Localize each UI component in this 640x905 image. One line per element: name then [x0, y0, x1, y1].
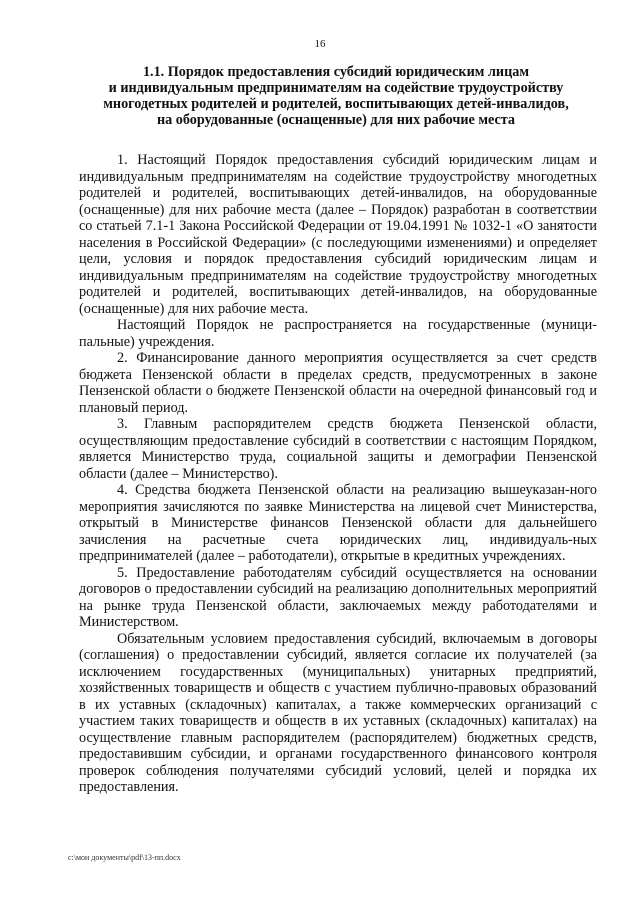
file-path-footer: c:\мои документы\pdf\13-пп.docx [68, 853, 181, 862]
paragraph-1: 1. Настоящий Порядок предоставления субсидий юридическим лицам и индивидуальным предпринимателям на содействие трудоустройству многодетных родителей и родителей, воспитывающих детей-инвалидов, на оборудованные (оснащенные) для них рабочие места (далее – Порядок) разработан в соответствии со статьей 7.1-1 Закона Российской Федерации от 19.04.1991 № 1032-1 «О занятости населения в Российской Федерации» (с последующими изменениями) и определяет цели, условия и порядок предоставления субсидий юридическим лицам и индивидуальным предпринимателям на содействие трудоустройству многодетных родителей и родителей, воспитывающих детей-инвалидов, на оборудованные (оснащенные) для них рабочие места. [79, 152, 597, 317]
paragraph-5: 5. Предоставление работодателям субсидий осуществляется на основании договоров о предоставлении субсидий на реализацию дополнительных мероприятий на рынке труда Пензенской области, заключаемых между работодателями и Министерством. [79, 564, 597, 630]
paragraph-1-note: Настоящий Порядок не распространяется на государственные (муници-пальные) учреждения. [79, 317, 597, 350]
paragraph-5-condition: Обязательным условием предоставления субсидий, включаемым в договоры (соглашения) о предоставлении субсидий, является согласие их получателей (за исключением государственных (муниципальных) унитарных предприятий, хозяйственных товариществ и обществ с участием публично-правовых образований в их уставных (складочных) капиталах, а также коммерческих организаций с участием таких товариществ и обществ в их уставных (складочных) капиталах) на осуществление главным распорядителем (распорядителем) бюджетных средств, предоставившим субсидии, и органами государственного финансового контроля проверок соблюдения получателями субсидий условий, целей и порядка их предоставления. [79, 630, 597, 795]
paragraph-4: 4. Средства бюджета Пензенской области на реализацию вышеуказан-ного мероприятия зачисляются по заявке Министерства на лицевой счет Министерства, открытый в Министерстве финансов Пензенской области для дальнейшего зачисления на расчетные счета юридических лиц, индивидуаль-ных предпринимателей (далее – работодатели), открытые в кредитных учреждениях. [79, 482, 597, 564]
title-line: 1.1. Порядок предоставления субсидий юридическим лицам [142, 64, 530, 80]
paragraph-3: 3. Главным распорядителем средств бюджета Пензенской области, осуществляющим предоставление субсидий в соответствии с настоящим Порядком, является Министерство труда, социальной защиты и демографии Пензенской области (далее – Министерство). [79, 416, 597, 482]
title-line: и индивидуальным предпринимателям на содействие трудоустройству [108, 80, 564, 96]
title-line: на оборудованные (оснащенные) для них рабочие места [156, 112, 516, 128]
title-line: многодетных родителей и родителей, воспитывающих детей-инвалидов, [103, 96, 569, 112]
document-title [70, 64, 602, 128]
paragraph-2: 2. Финансирование данного мероприятия осуществляется за счет средств бюджета Пензенской области в пределах средств, предусмотренных в законе Пензенской области о бюджете Пензенской области на очередной финансовый год и плановый период. [79, 350, 597, 416]
document-body [79, 152, 597, 796]
page-number: 16 [314, 38, 326, 50]
